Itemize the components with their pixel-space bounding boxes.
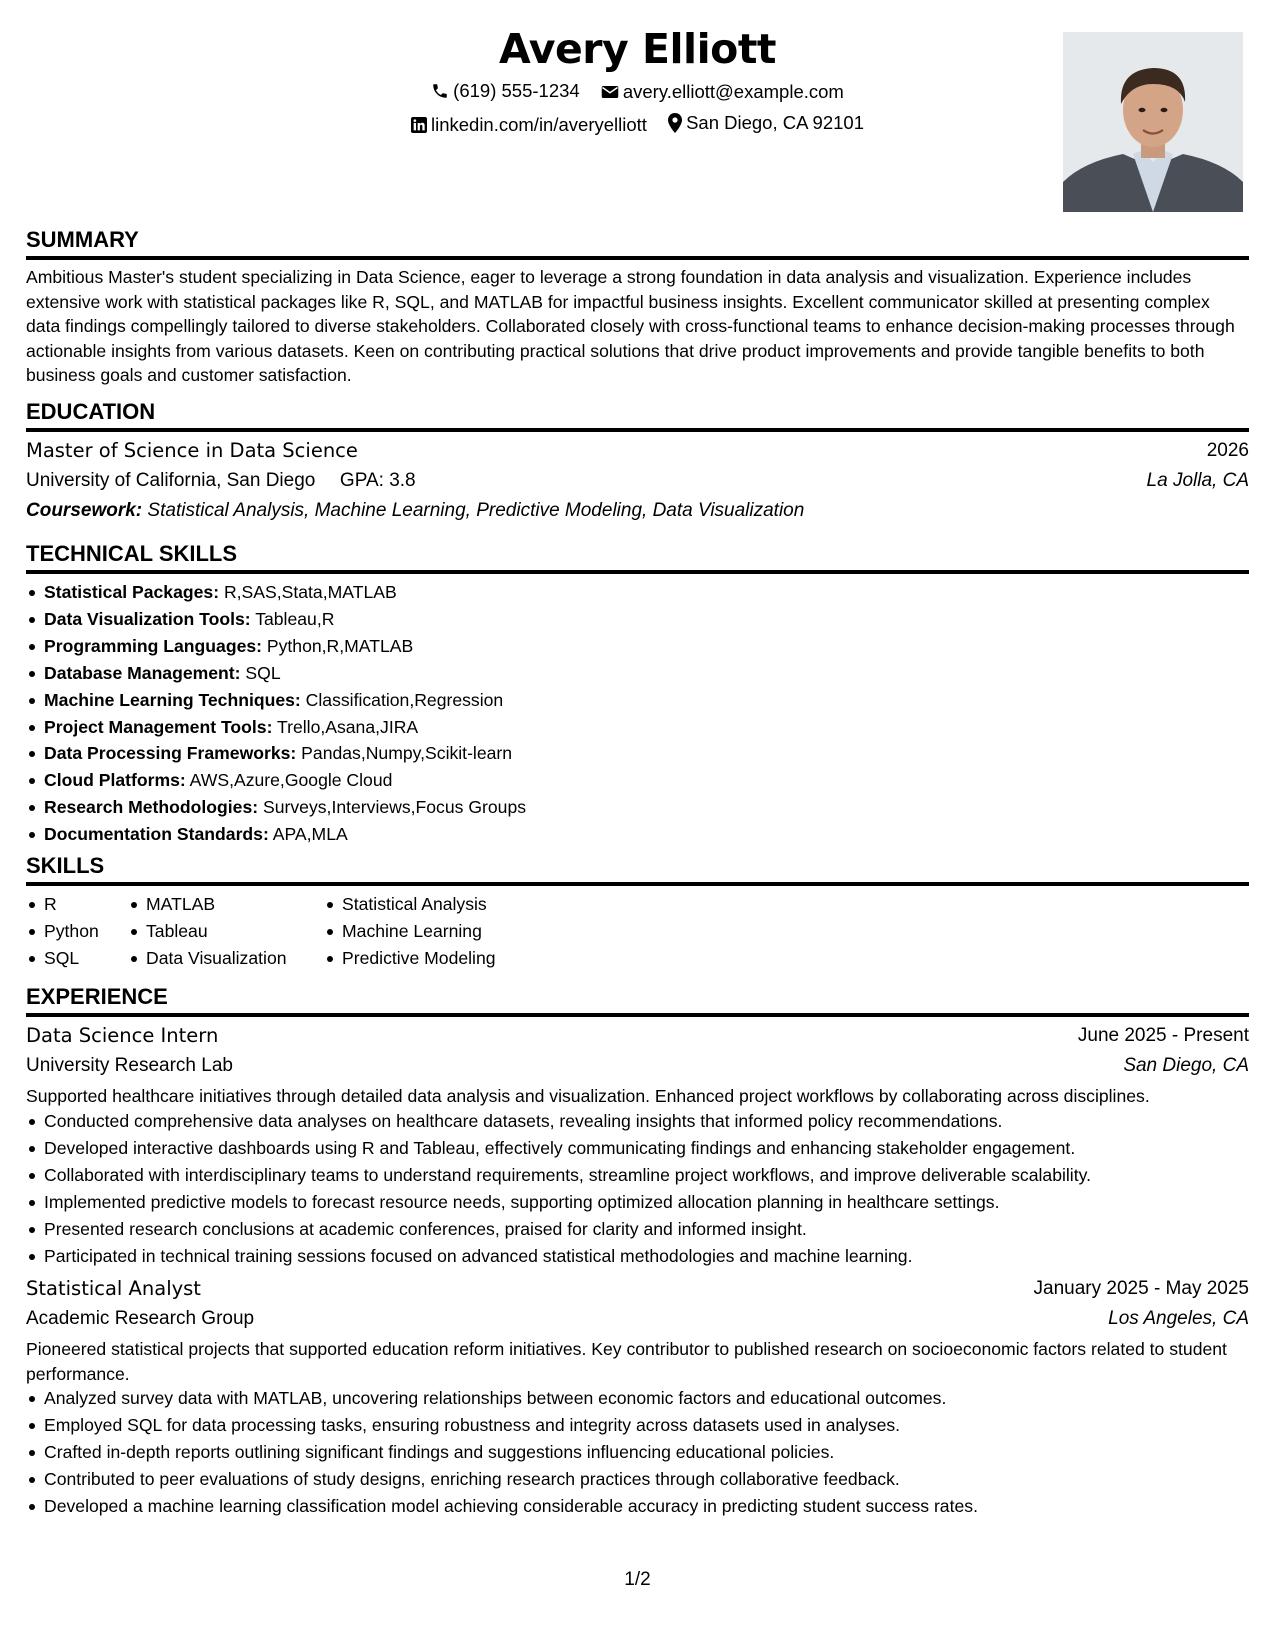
list-item: Predictive Modeling	[342, 945, 496, 972]
email-text: avery.elliott@example.com	[622, 81, 844, 102]
list-item: Analyzed survey data with MATLAB, uncovering relationships between economic factors and educational outcomes.	[44, 1385, 978, 1412]
list-item: Developed a machine learning classification model achieving considerable accuracy in predicting student success rates.	[44, 1493, 978, 1520]
job-role: Data Science Intern	[26, 1024, 219, 1047]
graduation-year: 2026	[1206, 440, 1249, 461]
list-item: Data Visualization Tools: Tableau,R	[44, 606, 526, 633]
job-summary: Pioneered statistical projects that supported education reform initiatives. Key contributor to published research on socioeconomic factors related to student performance.	[26, 1339, 1227, 1384]
school-location: La Jolla, CA	[1146, 470, 1249, 491]
list-item: Implemented predictive models to forecast resource needs, supporting optimized allocation planning in healthcare settings.	[44, 1189, 1091, 1216]
coursework-line	[26, 497, 804, 525]
skills-column-1	[26, 891, 99, 972]
linkedin-text: linkedin.com/in/averyelliott	[430, 114, 647, 135]
education-heading: EDUCATION	[26, 398, 1249, 432]
education-row-school	[26, 467, 1249, 497]
job-1-org-row	[26, 1052, 1249, 1082]
list-item: Crafted in-depth reports outlining significant findings and suggestions influencing educational policies.	[44, 1439, 978, 1466]
email-contact[interactable]	[601, 80, 844, 104]
linkedin-contact[interactable]	[411, 113, 647, 137]
list-item: Research Methodologies: Surveys,Interviews,Focus Groups	[44, 794, 526, 821]
job-2-org-row	[26, 1305, 1249, 1335]
job-summary: Supported healthcare initiatives through detailed data analysis and visualization. Enhanced project workflows by collaborating across disciplines.	[26, 1086, 1150, 1106]
list-item: Database Management: SQL	[44, 660, 526, 687]
job-organization: University Research Lab	[26, 1055, 233, 1076]
job-1-title-row	[26, 1022, 1249, 1052]
job-2-bullets	[26, 1385, 978, 1520]
gpa: GPA: 3.8	[339, 470, 416, 491]
list-item: Python	[44, 918, 99, 945]
profile-photo-image	[1063, 32, 1243, 212]
job-1-bullets	[26, 1108, 1091, 1269]
school-line	[26, 467, 416, 495]
job-dates: June 2025 - Present	[1077, 1025, 1249, 1046]
candidate-name: Avery Elliott	[498, 25, 777, 73]
technical-skills-heading: TECHNICAL SKILLS	[26, 540, 1249, 574]
skills-column-2	[128, 891, 287, 972]
job-location: San Diego, CA	[1123, 1055, 1249, 1076]
resume-page	[26, 0, 1249, 1650]
list-item: Contributed to peer evaluations of study designs, enriching research practices through collaborative feedback.	[44, 1466, 978, 1493]
list-item: R	[44, 891, 99, 918]
phone-text: (619) 555-1234	[453, 80, 580, 101]
profile-photo	[1063, 32, 1243, 212]
job-location: Los Angeles, CA	[1108, 1308, 1249, 1329]
phone-icon	[431, 82, 449, 100]
list-item: Cloud Platforms: AWS,Azure,Google Cloud	[44, 767, 526, 794]
linkedin-icon	[411, 117, 427, 133]
list-item: Participated in technical training sessions focused on advanced statistical methodologies and machine learning.	[44, 1243, 1091, 1270]
list-item: Statistical Analysis	[342, 891, 496, 918]
list-item: Project Management Tools: Trello,Asana,JIRA	[44, 714, 526, 741]
list-item: Collaborated with interdisciplinary teams to understand requirements, streamline project workflows, and improve deliverable scalability.	[44, 1162, 1091, 1189]
list-item: Machine Learning Techniques: Classification,Regression	[44, 687, 526, 714]
list-item: Statistical Packages: R,SAS,Stata,MATLAB	[44, 579, 526, 606]
school-name: University of California, San Diego	[26, 470, 316, 491]
list-item: SQL	[44, 945, 99, 972]
list-item: Data Processing Frameworks: Pandas,Numpy,Scikit-learn	[44, 740, 526, 767]
list-item: Tableau	[146, 918, 287, 945]
job-organization: Academic Research Group	[26, 1308, 255, 1329]
skills-heading: SKILLS	[26, 852, 1249, 886]
coursework-row	[26, 497, 1249, 527]
technical-skills-list	[26, 579, 526, 848]
envelope-icon	[601, 84, 619, 100]
list-item: Documentation Standards: APA,MLA	[44, 821, 526, 848]
location-text: San Diego, CA 92101	[686, 112, 864, 133]
phone-contact[interactable]	[431, 79, 580, 103]
summary-text: Ambitious Master's student specializing in Data Science, eager to leverage a strong foundation in data analysis and visualization. Experience includes extensive work with statistical packages like R, SQL, and MATLAB for impactful business insights. Excellent communicator skilled at presenting complex data findings compellingly tailored to diverse stakeholders. Collaborated closely with cross-functional teams to enhance decision-making processes through actionable insights from various datasets. Keen on contributing practical solutions that drive product improvements and provide tangible benefits to both business goals and customer satisfaction.	[26, 267, 1235, 386]
location-contact	[668, 111, 864, 135]
skills-column-3	[324, 891, 496, 972]
list-item: Programming Languages: Python,R,MATLAB	[44, 633, 526, 660]
experience-heading: EXPERIENCE	[26, 983, 1249, 1017]
summary-heading: SUMMARY	[26, 226, 1249, 260]
job-role: Statistical Analyst	[26, 1277, 201, 1300]
list-item: Conducted comprehensive data analyses on healthcare datasets, revealing insights that informed policy recommendations.	[44, 1108, 1091, 1135]
list-item: Developed interactive dashboards using R and Tableau, effectively communicating findings and enhancing stakeholder engagement.	[44, 1135, 1091, 1162]
list-item: Presented research conclusions at academic conferences, praised for clarity and informed insight.	[44, 1216, 1091, 1243]
map-pin-icon	[668, 113, 682, 133]
coursework-label: Coursework:	[26, 500, 143, 521]
job-dates: January 2025 - May 2025	[1033, 1278, 1249, 1299]
list-item: Machine Learning	[342, 918, 496, 945]
list-item: MATLAB	[146, 891, 287, 918]
coursework-list: Statistical Analysis, Machine Learning, Predictive Modeling, Data Visualization	[147, 500, 805, 521]
list-item: Data Visualization	[146, 945, 287, 972]
degree-name: Master of Science in Data Science	[26, 439, 358, 462]
education-row-degree	[26, 437, 1249, 467]
job-2-title-row	[26, 1275, 1249, 1305]
page-number: 1/2	[624, 1569, 651, 1590]
list-item: Employed SQL for data processing tasks, ensuring robustness and integrity across datasets used in analyses.	[44, 1412, 978, 1439]
